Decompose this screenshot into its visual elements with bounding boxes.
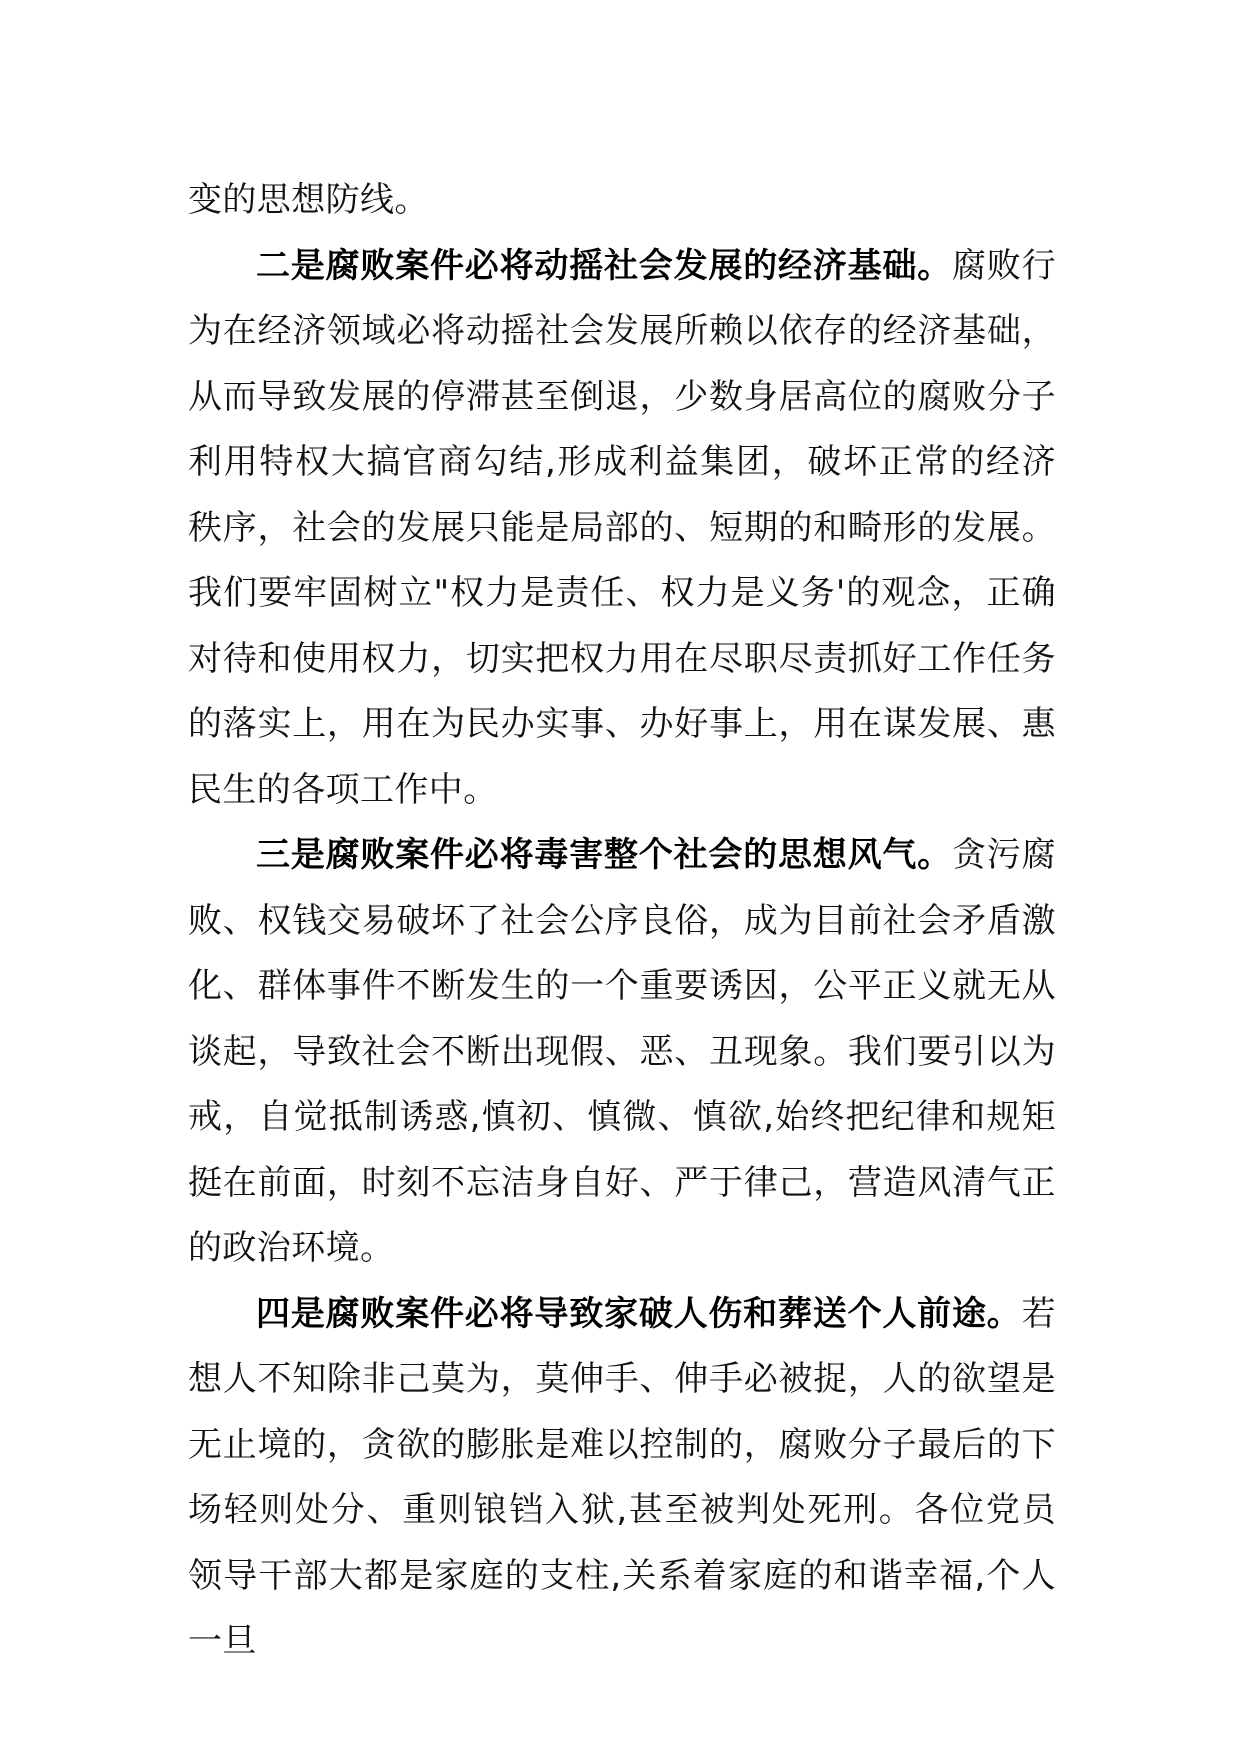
paragraph-point-two [188, 234, 1056, 824]
paragraph-text: 若想人不知除非己莫为，莫伸手、伸手必被捉，人的欲望是无止境的，贪欲的膨胀是难以控制的，腐败分子最后的下场轻则处分、重则锒铛入狱,甚至被判处死刑。各位党员领导干部大都是家庭的支柱,关系着家庭的和谐幸福,个人一旦 [188, 1293, 1056, 1661]
document-body [188, 168, 1056, 1675]
paragraph-lead: 二是腐败案件必将动摇社会发展的经济基础。 [256, 245, 952, 286]
paragraph-point-four [188, 1282, 1056, 1675]
paragraph-text: 腐败行为在经济领域必将动摇社会发展所赖以依存的经济基础，从而导致发展的停滞甚至倒退，少数身居高位的腐败分子利用特权大搞官商勾结,形成利益集团，破坏正常的经济秩序，社会的发展只能是局部的、短期的和畸形的发展。我们要牢固树立"权力是责任、权力是义务'的观念，正确对待和使用权力，切实把权力用在尽职尽责抓好工作任务的落实上，用在为民办实事、办好事上，用在谋发展、惠民生的各项工作中。 [188, 245, 1056, 810]
paragraph-continuation [188, 168, 1056, 234]
paragraph-text: 变的思想防线。 [188, 180, 429, 220]
paragraph-lead: 三是腐败案件必将毒害整个社会的思想风气。 [256, 835, 952, 875]
paragraph-text: 贪污腐败、权钱交易破坏了社会公序良俗，成为目前社会矛盾激化、群体事件不断发生的一个重要诱因，公平正义就无从谈起，导致社会不断出现假、恶、丑现象。我们要引以为戒，自觉抵制诱惑,慎初、慎微、慎欲,始终把纪律和规矩挺在前面，时刻不忘洁身自好、严于律己，营造风清气正的政治环境。 [188, 835, 1056, 1268]
paragraph-point-three [188, 823, 1056, 1282]
paragraph-lead: 四是腐败案件必将导致家破人伤和葬送个人前途。 [256, 1293, 1022, 1334]
